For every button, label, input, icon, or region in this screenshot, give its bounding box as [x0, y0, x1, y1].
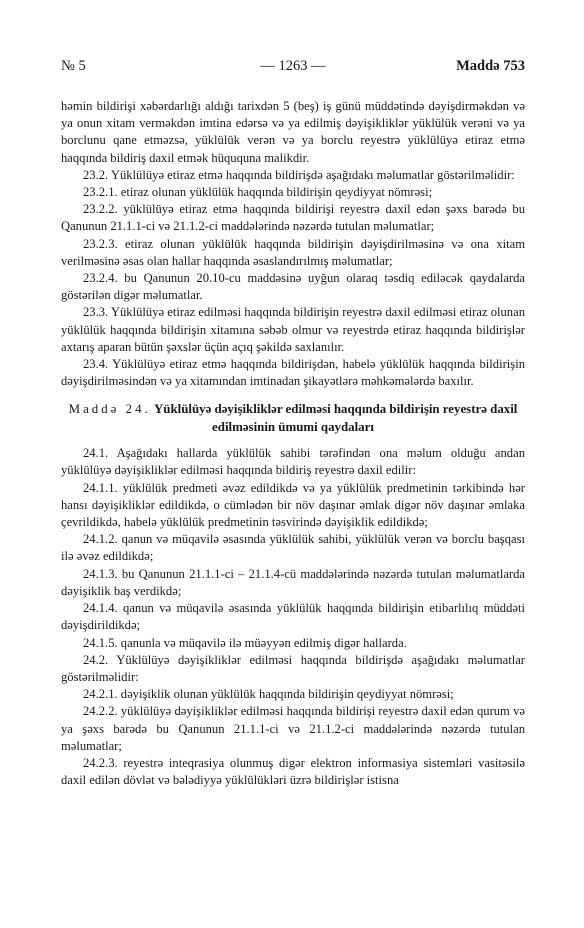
paragraph: 23.2.4. bu Qanunun 20.10-cu maddəsinə uyğun olaraq təsdiq ediləcək qaydalarda göstərilən digər məlumatlar. — [61, 271, 525, 303]
paragraph: 24.1.5. qanunla və müqavilə ilə müəyyən edilmiş digər hallarda. — [83, 635, 407, 650]
article-label: Maddə 24. — [68, 402, 151, 417]
article-title: Yüklülüyə dəyişikliklər edilməsi haqqında bildirişin reyestrə daxil edilməsinin ümumi qaydaları — [153, 402, 518, 434]
paragraph: 23.4. Yüklülüyə etiraz etmə haqqında bildirişdən, habelə yüklülük haqqında bildirişin dəyişdirilməsindən və ya xitamından imtinadan şikayətlərə məhkəmələrdə baxılır. — [61, 357, 525, 389]
page-number: — 1263 — — [260, 58, 326, 74]
document-body — [61, 98, 525, 789]
paragraph: 23.2.3. etiraz olunan yüklülük haqqında bildirişin dəyişdirilməsinə və ona xitam verilməsinə əsas olan hallar haqqında əsaslandırılmış məlumatlar; — [61, 236, 525, 268]
paragraph: 24.1.3. bu Qanunun 21.1.1-ci – 21.1.4-cü maddələrində nəzərdə tutulan məlumatlarda dəyişiklik baş verdikdə; — [61, 566, 525, 598]
page-header — [61, 58, 525, 78]
paragraph: 24.2. Yüklülüyə dəyişikliklər edilməsi haqqında bildirişdə aşağıdakı məlumatlar göstərilməlidir: — [61, 652, 525, 684]
paragraph: 24.1.2. qanun və müqavilə əsasında yüklülük sahibi, yüklülük verən və borclu başqası ilə əvəz edildikdə; — [61, 532, 525, 564]
paragraph: 24.2.2. yüklülüyə dəyişikliklər edilməsi haqqında bildirişi reyestrə daxil edən qurum və ya şəxs barədə bu Qanunun 21.1.1-ci və 21.1.2-ci maddələrində nəzərdə tutulan məlumatlar; — [61, 704, 525, 753]
article-heading — [61, 401, 525, 436]
paragraph: 24.1. Aşağıdakı hallarda yüklülük sahibi tərəfindən ona məlum olduğu andan yüklülüyə dəyişikliklər edilməsi haqqında bildiriş reyestrə daxil edilir: — [61, 446, 525, 478]
paragraph: 24.2.1. dəyişiklik olunan yüklülük haqqında bildirişin qeydiyyat nömrəsi; — [83, 687, 454, 702]
paragraph: 24.1.1. yüklülük predmeti əvəz edildikdə və ya yüklülük predmetinin tərkibində hər hansı dəyişikliklər edildikdə, o cümlədən bir növ daşınar əmlak digər növ daşınar əmlaka çevrildikdə, habelə yüklülük predmetinin təsvirində dəyişiklik edildikdə; — [61, 480, 525, 530]
paragraph: 23.2.2. yüklülüyə etiraz etmə haqqında bildirişi reyestrə daxil edən şəxs barədə bu Qanunun 21.1.1-ci və 21.1.2-ci maddələrində nəzərdə tutulan məlumatlar; — [61, 202, 525, 234]
article-reference: Maddə 753 — [456, 58, 525, 74]
paragraph: 23.3. Yüklülüyə etiraz edilməsi haqqında bildirişin reyestrə daxil edilməsi etiraz olunan yüklülük haqqında bildirişin xitamına səbəb olmur və reyestrdə etiraz haqqında bildirişlər axtarış aparan bütün şəxslər üçün açıq şəkildə saxlanılır. — [61, 305, 525, 354]
paragraph: 23.2.1. etiraz olunan yüklülük haqqında bildirişin qeydiyyat nömrəsi; — [83, 185, 433, 200]
paragraph: həmin bildirişi xəbərdarlığı aldığı tarixdən 5 (beş) iş günü müddətində dəyişdirməkdən və ya onun xitam verməkdən imtina edərsə və ya edilmiş dəyişikliklər yüklülük verəni və ya borclunu qane etməzsə, yüklülük verən və ya borclu reyestrə yüklülüyə etiraz etmə haqqında bildiriş daxil etmək hüququna malikdir. — [61, 99, 525, 165]
paragraph: 23.2. Yüklülüyə etiraz etmə haqqında bildirişdə aşağıdakı məlumatlar göstərilməlidir: — [83, 167, 515, 182]
document-page — [61, 58, 525, 789]
paragraph: 24.1.4. qanun və müqavilə əsasında yüklülük haqqında bildirişin etibarlılıq müddəti dəyişdirildikdə; — [61, 601, 525, 633]
issue-number: № 5 — [61, 58, 86, 74]
paragraph: 24.2.3. reyestrə inteqrasiya olunmuş digər elektron informasiya sistemləri vasitəsilə daxil edilən dövlət və bələdiyyə yüklülükləri üzrə bildirişlər istisna — [61, 755, 525, 788]
